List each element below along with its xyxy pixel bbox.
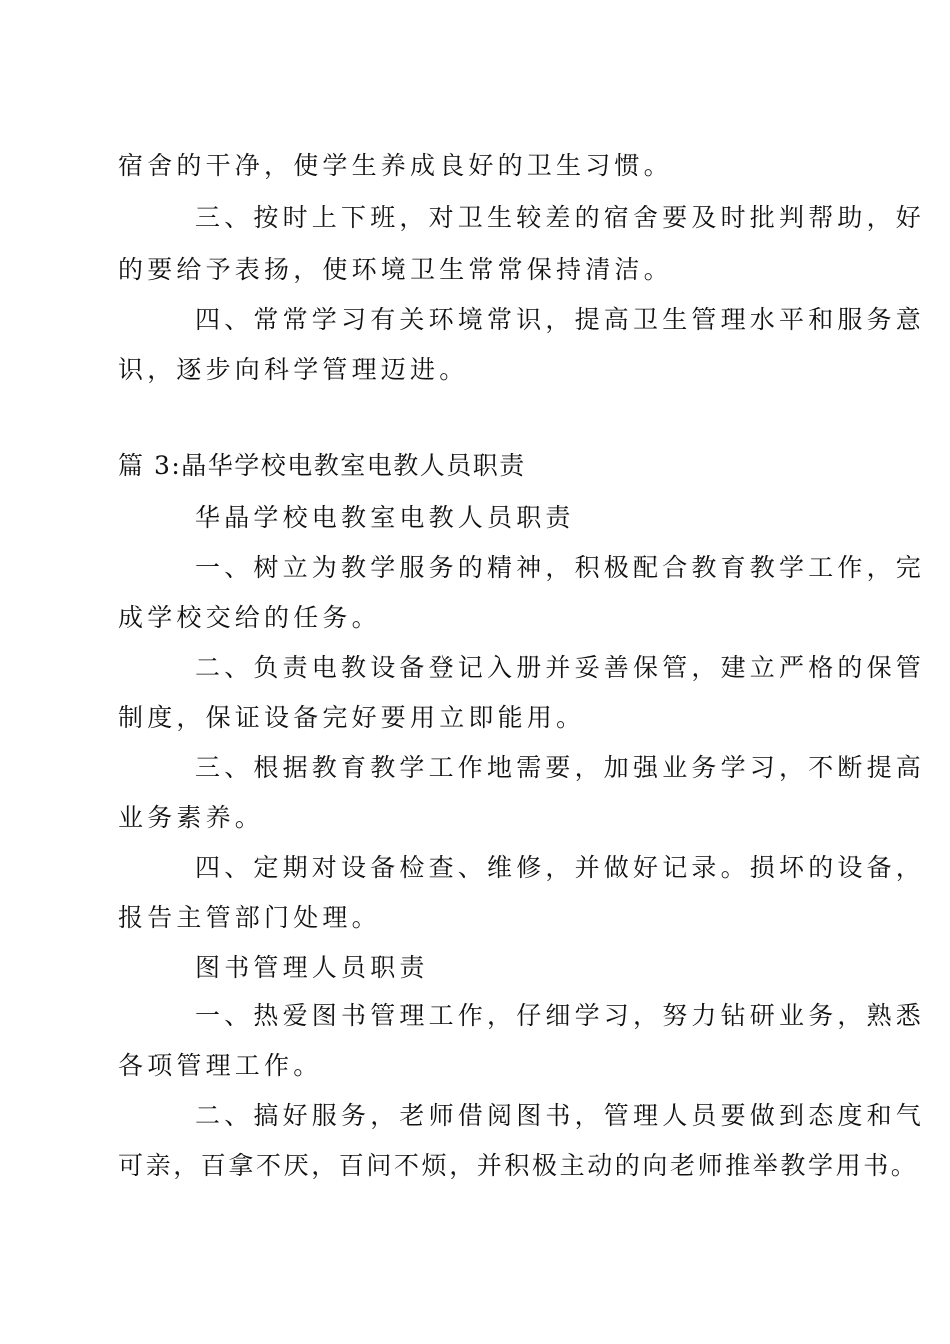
paragraph-line: 可亲，百拿不厌，百问不烦，并积极主动的向老师推举教学用书。 (118, 1151, 919, 1180)
paragraph-line: 的要给予表扬，使环境卫生常常保持清洁。 (118, 255, 673, 284)
paragraph-line: 一、热爱图书管理工作，仔细学习，努力钻研业务，熟悉 (195, 1001, 926, 1030)
paragraph-line: 各项管理工作。 (118, 1051, 323, 1080)
section-title: 图书管理人员职责 (195, 953, 429, 982)
paragraph-line: 四、定期对设备检查、维修，并做好记录。损坏的设备， (195, 853, 926, 882)
paragraph-line: 业务素养。 (118, 803, 265, 832)
paragraph-line: 三、根据教育教学工作地需要，加强业务学习，不断提高 (195, 753, 926, 782)
paragraph-line: 一、树立为教学服务的精神，积极配合教育教学工作，完 (195, 553, 926, 582)
paragraph-line: 宿舍的干净，使学生养成良好的卫生习惯。 (118, 151, 673, 180)
paragraph-line: 二、搞好服务，老师借阅图书，管理人员要做到态度和气 (195, 1101, 926, 1130)
section-title: 华晶学校电教室电教人员职责 (195, 503, 575, 532)
paragraph-line: 成学校交给的任务。 (118, 603, 381, 632)
paragraph-line: 四、常常学习有关环境常识，提高卫生管理水平和服务意 (195, 305, 926, 334)
section-heading: 篇 3:晶华学校电教室电教人员职责 (118, 451, 526, 480)
paragraph-line: 报告主管部门处理。 (118, 903, 381, 932)
paragraph-line: 二、负责电教设备登记入册并妥善保管，建立严格的保管 (195, 653, 926, 682)
paragraph-line: 识，逐步向科学管理迈进。 (118, 355, 469, 384)
paragraph-line: 制度，保证设备完好要用立即能用。 (118, 703, 586, 732)
paragraph-line: 三、按时上下班，对卫生较差的宿舍要及时批判帮助，好 (195, 203, 926, 232)
